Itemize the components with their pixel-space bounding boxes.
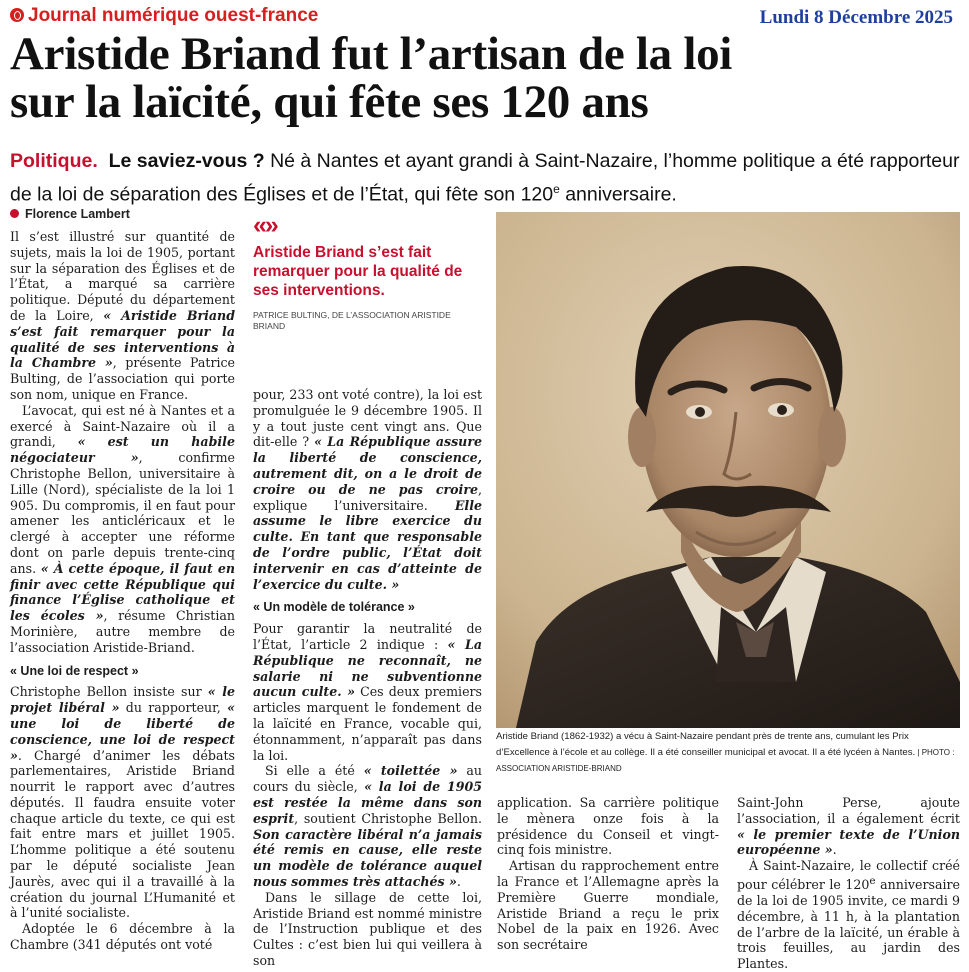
paragraph: [253, 763, 482, 889]
text: , soutient Christophe Bellon.: [294, 810, 482, 826]
brand-label: Journal numérique ouest-france: [28, 5, 319, 26]
article-column-2: [253, 387, 482, 969]
pull-quote-text: Aristide Briand s’est fait remarquer pour la qualité de ses interventions.: [253, 244, 463, 299]
author-byline: [10, 207, 130, 221]
pull-quote-credit: PATRICE BULTING, DE L’ASSOCIATION ARISTIDE BRIAND: [253, 310, 451, 331]
rubric-label: Politique.: [10, 150, 98, 172]
lead-text: Né à Nantes et ayant grandi à Saint-Nazaire, l’homme politique a été rapporteur de la loi de séparation des Églises et de l’État, qui fête son 120: [10, 150, 960, 206]
paragraph: Dans le sillage de cette loi, Aristide Briand est nommé ministre de l’Instruction publique et des Cultes : c’est bien lui qui veillera à son: [253, 889, 482, 968]
text: , explique l’universitaire.: [253, 481, 482, 513]
subheading: « Un modèle de tolérance »: [253, 600, 415, 615]
text: , résume Christian Morinière, autre membre de l’association Aristide-Briand.: [10, 608, 236, 655]
paragraph: application. Sa carrière politique le mènera onze fois à la présidence du Conseil et vingt-cinq fois ministre.: [497, 795, 719, 858]
text: au cours du siècle,: [253, 763, 483, 795]
headline-line-2: sur la laïcité, qui fête ses 120 ans: [10, 76, 649, 128]
quote-text: « À cette époque, il faut en finir avec cette République qui finance l’Église catholique et les écoles »: [10, 560, 235, 624]
article-lead: [10, 147, 965, 209]
text: anniversaire de la loi de 1905 invite, ce mardi 9 décembre, à 11 h, à la plantation de l’arbre de la laïcité, un érable à trois feuilles, au jardin des Plantes.: [737, 877, 960, 972]
byline-dot-icon: [10, 209, 19, 218]
quote-text: « la loi de 1905 est restée la même dans son esprit: [253, 779, 482, 826]
quote-text: « le projet libéral »: [10, 684, 235, 716]
article-column-1: [10, 229, 235, 953]
photo-caption: [496, 729, 960, 777]
quote-text: « le premier texte de l’Union européenne »: [737, 826, 960, 858]
ouest-france-logo-icon: [10, 8, 24, 22]
text: du rapporteur,: [119, 700, 228, 716]
quote-text: « La République assure la liberté de conscience, autrement dit, on a le droit de croire ou de ne pas croire: [253, 434, 482, 497]
text: .: [832, 842, 837, 858]
lead-question: Le saviez-vous ?: [108, 150, 265, 172]
paragraph: Adoptée le 6 décembre à la Chambre (341 députés ont voté: [10, 921, 235, 953]
text: , confirme Christophe Bellon, universitaire à Lille (Nord), spécialiste de la loi 1 905. Du compromis, il en faut pour amener les anticléricaux et le clergé à accepter une réforme dont on parle depuis trente-cinq ans.: [10, 450, 235, 576]
lead-text-end: anniversaire.: [559, 183, 677, 206]
quote-text: « Aristide Briand s’est fait remarquer pour la qualité de ses interventions à la Chambre »: [10, 307, 236, 371]
paragraph: [253, 387, 482, 592]
text: .: [456, 873, 461, 889]
article-column-4: [737, 795, 960, 972]
paragraph: [10, 684, 235, 921]
text: Pour garantir la neutralité de l’État, l’article 2 indique :: [253, 621, 482, 652]
paragraph: [737, 795, 960, 858]
text: Saint-John Perse, ajoute l’association, il a également écrit: [737, 795, 960, 826]
quote-text: « La République ne reconnaît, ne salarie ni ne subventionne aucun culte. »: [253, 636, 482, 700]
text: L’avocat, qui est né à Nantes et a exercé à Saint-Nazaire où il a grandi,: [10, 402, 235, 450]
paragraph: [10, 229, 235, 403]
photo-credit: | PHOTO : ASSOCIATION ARISTIDE-BRIAND: [496, 748, 955, 773]
quote-text: Elle assume le libre exercice du culte. En tant que responsable de l’ordre public, l’État doit intervenir en cas d’atteinte de l’exercice du culte. »: [253, 497, 482, 592]
edition-date: Lundi 8 Décembre 2025: [759, 7, 953, 28]
text: À Saint-Nazaire, le collectif créé pour célébrer le 120: [737, 858, 960, 893]
paragraph: [737, 858, 960, 972]
text: , présente Patrice Bulting, de l’association qui porte son nom, unique en France.: [10, 355, 235, 402]
caption-text: Aristide Briand (1862-1932) a vécu à Saint-Nazaire pendant près de trente ans, cumulant les Prix d’Excellence à l’école et au collège. Il a été conseiller municipal et avocat. Il a été lycéen à Nantes.: [496, 731, 916, 758]
paragraph: [253, 621, 482, 763]
portrait-photo: [496, 212, 960, 728]
text: Christophe Bellon insiste sur: [10, 684, 208, 700]
author-name: Florence Lambert: [25, 207, 130, 221]
text: . Chargé d’animer les débats parlementaires, Aristide Briand nourrit le rapport avec d’autres députés. Il faudra ensuite voter chaque article du texte, ce qui est fait entre mars et juillet 1905. L’homme politique a été soutenu par le député socialiste Jean Jaurès, avec qui il a travaillé à la création du journal L’Humanité et à l’unité socialiste.: [10, 747, 235, 921]
article-column-3: [497, 795, 719, 953]
paragraph: [10, 403, 235, 656]
quote-text: « est un habile négociateur »: [10, 434, 235, 466]
brand-name: [10, 5, 318, 27]
text: Si elle a été: [265, 763, 364, 779]
paragraph: Artisan du rapprochement entre la France et l’Allemagne après la Première Guerre mondiale, Aristide Briand a reçu le prix Nobel de la paix en 1926. Avec son secrétaire: [497, 858, 719, 953]
pull-quote: [253, 213, 478, 332]
text: Ces deux premiers articles marquent le fondement de la laïcité en France, vocable qui, étonnamment, n’apparaît pas dans la loi.: [253, 684, 482, 763]
quote-marks-icon: «»: [253, 211, 277, 239]
headline-line-1: Aristide Briand fut l’artisan de la loi: [10, 28, 733, 80]
quote-text: Son caractère libéral n’a jamais été remis en cause, elle reste un modèle de tolérance auquel nous sommes très attachés »: [253, 826, 482, 889]
ordinal: e: [869, 874, 876, 887]
text: pour, 233 ont voté contre), la loi est promulguée le 9 décembre 1905. Il y a tout juste cent vingt ans. Que dit-elle ?: [253, 387, 482, 450]
article-headline: [10, 30, 960, 126]
portrait-illustration: [496, 212, 960, 728]
lead-ordinal: e: [553, 182, 560, 196]
quote-text: « toilettée »: [363, 763, 458, 779]
subheading: « Une loi de respect »: [10, 663, 139, 678]
text: Il s’est illustré sur quantité de sujets, mais la loi de 1905, portant sur la séparation des Églises et de l’État, a marqué sa carrière politique. Député du département de la Loire,: [10, 229, 235, 323]
quote-text: « une loi de liberté de conscience, une loi de respect »: [10, 700, 235, 763]
